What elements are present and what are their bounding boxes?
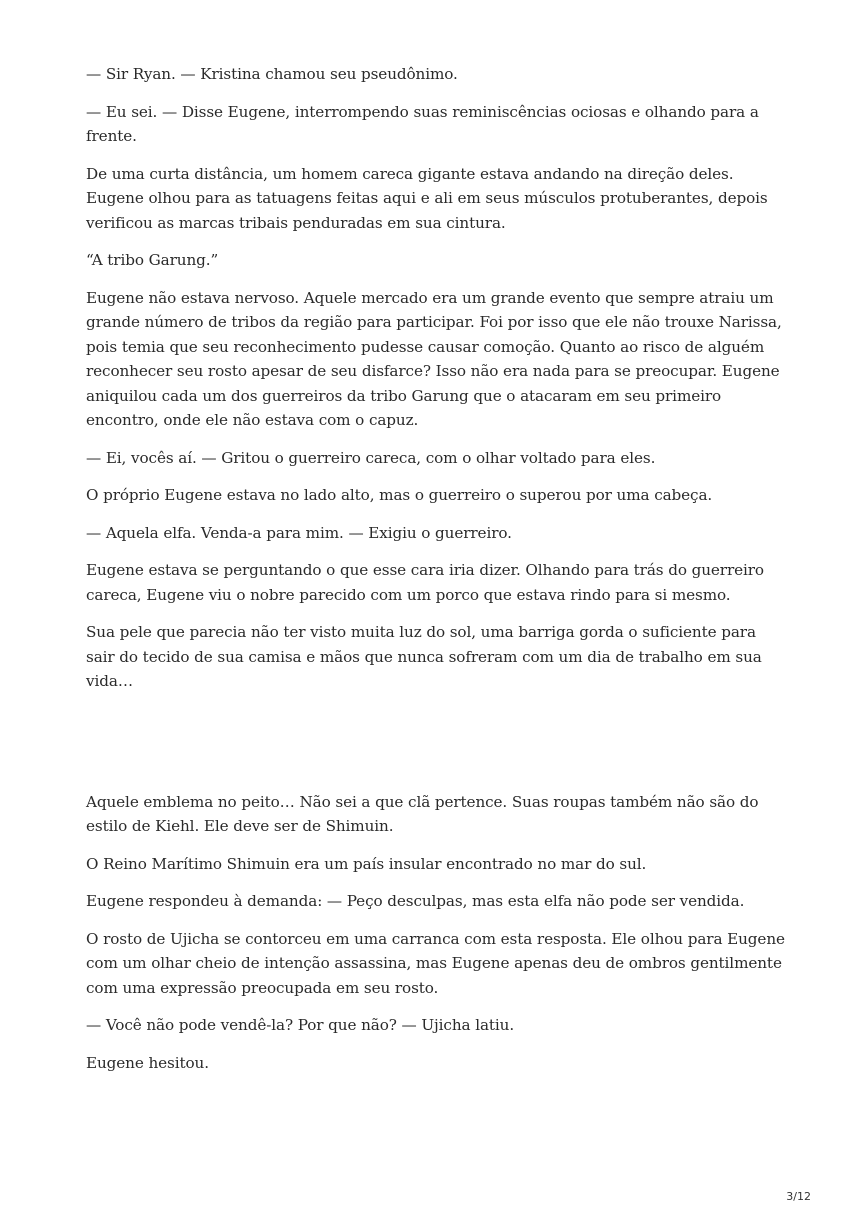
section-spacer [86, 707, 786, 790]
paragraph: — Aquela elfa. Venda-a para mim. — Exigiu o guerreiro. [86, 523, 512, 542]
paragraph: O Reino Marítimo Shimuin era um país insular encontrado no mar do sul. [86, 854, 647, 873]
paragraph: De uma curta distância, um homem careca gigante estava andando na direção deles. Eugene olhou para as tatuagens feitas aqui e ali em seus músculos protuberantes, depois verificou as marcas tribais penduradas em sua cintura. [86, 164, 768, 232]
paragraph: Eugene estava se perguntando o que esse cara iria dizer. Olhando para trás do guerreiro careca, Eugene viu o nobre parecido com um porco que estava rindo para si mesmo. [86, 561, 764, 604]
paragraph: — Sir Ryan. — Kristina chamou seu pseudônimo. [86, 65, 458, 83]
paragraph: O rosto de Ujicha se contorceu em uma carranca com esta resposta. Ele olhou para Eugene com um olhar cheio de intenção assassina, mas Eugene apenas deu de ombros gentilmente com uma expressão preocupada em seu rosto. [86, 929, 785, 997]
document-body [86, 62, 786, 1088]
paragraph: Sua pele que parecia não ter visto muita luz do sol, uma barriga gorda o suficiente para sair do tecido de sua camisa e mãos que nunca sofreram com um dia de trabalho em sua vida… [86, 623, 762, 690]
paragraph: Aquele emblema no peito… Não sei a que clã pertence. Suas roupas também não são do estilo de Kiehl. Ele deve ser de Shimuin. [86, 792, 759, 835]
paragraph: Eugene respondeu à demanda: — Peço desculpas, mas esta elfa não pode ser vendida. [86, 892, 745, 910]
paragraph: O próprio Eugene estava no lado alto, mas o guerreiro o superou por uma cabeça. [86, 486, 713, 504]
paragraph: — Ei, vocês aí. — Gritou o guerreiro careca, com o olhar voltado para eles. [86, 448, 656, 467]
paragraph: “A tribo Garung.” [86, 251, 219, 269]
page-number: 3/12 [786, 1190, 811, 1203]
paragraph: Eugene não estava nervoso. Aquele mercado era um grande evento que sempre atraiu um grande número de tribos da região para participar. Foi por isso que ele não trouxe Narissa, pois temia que seu reconhecimento pudesse causar comoção. Quanto ao risco de alguém reconhecer seu rosto apesar de seu disfarce? Isso não era nada para se preocupar. Eugene aniquilou cada um dos guerreiros da tribo Garung que o atacaram em seu primeiro encontro, onde ele não estava com o capuz. [86, 288, 782, 429]
paragraph: — Eu sei. — Disse Eugene, interrompendo suas reminiscências ociosas e olhando para a frente. [86, 102, 759, 145]
paragraph: Eugene hesitou. [86, 1053, 209, 1072]
paragraph: — Você não pode vendê-la? Por que não? — Ujicha latiu. [86, 1016, 515, 1034]
